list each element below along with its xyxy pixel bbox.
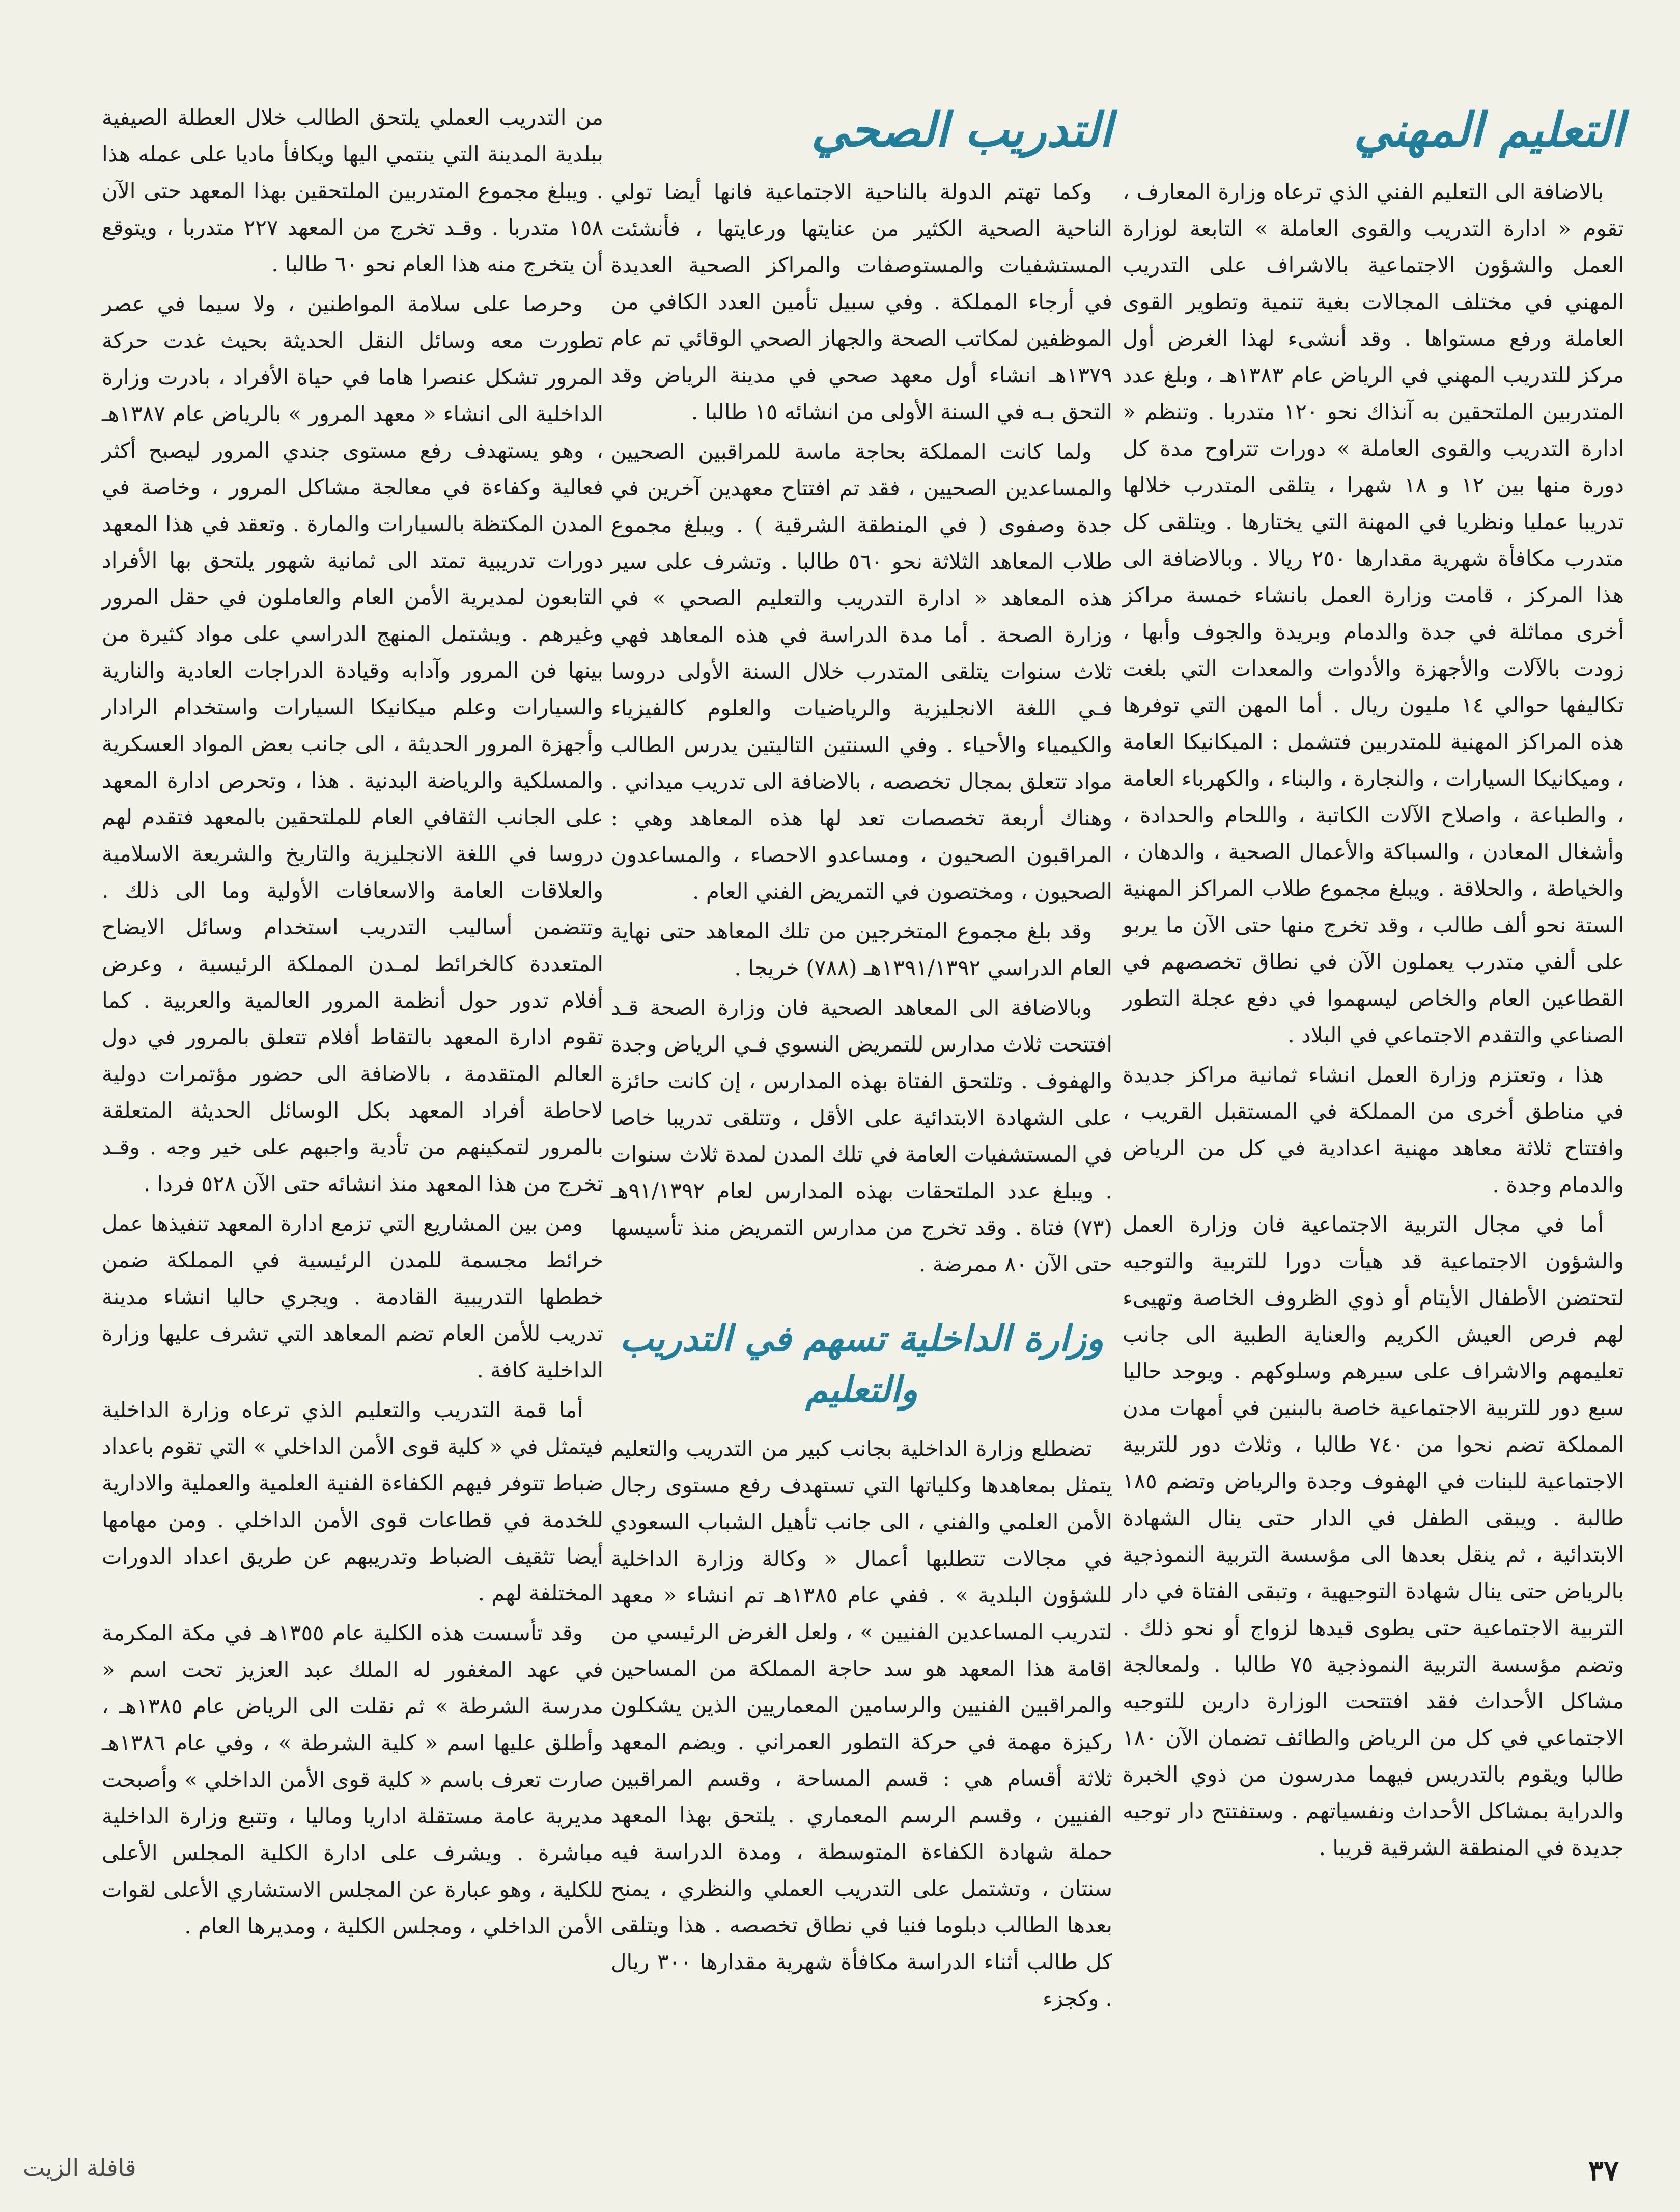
paragraph: أما في مجال التربية الاجتماعية فان وزارة العمل والشؤون الاجتماعية قد هيأت دورا للتربية والتوجيه لتحتضن الأطفال الأيتام أو ذوي الظروف الخاصة وتهيىء لهم فرص العيش الكريم والعناية الطبية الى جانب تعليمهم والاشراف على سيرهم وسلوكهم . ويوجد حاليا سبع دور للتربية الاجتماعية خاصة بالبنين في أمهات مدن المملكة تضم نحوا من ٧٤٠ طالبا ، وثلاث دور للتربية الاجتماعية للبنات في الهفوف وجدة والرياض وتضم ١٨٥ طالبة . ويبقى الطفل في الدار حتى ينال الشهادة الابتدائية ، ثم ينقل بعدها الى مؤسسة التربية النموذجية بالرياض حتى ينال شهادة التوجيهية ، وتبقى الفتاة في دار التربية الاجتماعية حتى يطوى قيدها لزواج أو نحو ذلك . وتضم مؤسسة التربية النموذجية ٧٥ طالبا . ولمعالجة مشاكل الأحداث فقد افتتحت الوزارة دارين للتوجيه الاجتماعي في كل من الرياض والطائف تضمان الآن ١٨٠ طالبا ويقوم بالتدريس فيهما مدرسون من ذوي الخبرة والدراية بمشاكل الأحداث ونفسياتهم . وستفتتح دار توجيه جديدة في المنطقة الشرقية قريبا . — [1123, 1212, 1625, 1860]
column-left — [102, 99, 603, 1948]
paragraph: وبالاضافة الى المعاهد الصحية فان وزارة الصحة قـد افتتحت ثلاث مدارس للتمريض النسوي فـي الرياض وجدة والهفوف . وتلتحق الفتاة بهذه المدارس ، إن كانت حائزة على الشهادة الابتدائية على الأقل ، وتتلقى تدريبا خاصا في المستشفيات العامة في تلك المدن لمدة ثلاث سنوات . ويبلغ عدد الملتحقات بهذه المدارس لعام ٩١/١٣٩٢هـ (٧٣) فتاة . وقد تخرج من مدارس التمريض منذ تأسيسها حتى الآن ٨٠ ممرضة . — [611, 995, 1112, 1277]
column-middle — [611, 99, 1112, 2020]
paragraph: ومن بين المشاريع التي تزمع ادارة المعهد تنفيذها عمل خرائط مجسمة للمدن الرئيسية في المملكة ضمن خططها التدريبية القادمة . ويجري حاليا انشاء مدينة تدريب للأمن العام تضم المعاهد التي تشرف عليها وزارة الداخلية كافة . — [102, 1211, 603, 1382]
section-heading-health-training: التدريب الصحي — [811, 102, 1112, 157]
paragraph: هذا ، وتعتزم وزارة العمل انشاء ثمانية مراكز جديدة في مناطق أخرى من المملكة في المستقبل القريب ، وافتتاح ثلاثة معاهد مهنية اعدادية في كل من الرياض والدمام وجدة . — [1123, 1062, 1624, 1197]
section-heading-vocational: التعليم المهني — [1354, 102, 1624, 157]
paragraph: وقد بلغ مجموع المتخرجين من تلك المعاهد حتى نهاية العام الدراسي ١٣٩١/١٣٩٢هـ (٧٨٨) خريجا . — [611, 919, 1112, 980]
magazine-name: قافلة الزيت — [23, 2154, 136, 2181]
paragraph: وحرصا على سلامة المواطنين ، ولا سيما في عصر تطورت معه وسائل النقل الحديثة بحيث غدت حركة المرور تشكل عنصرا هاما في حياة الأفراد ، بادرت وزارة الداخلية الى انشاء « معهد المرور » بالرياض عام ١٣٨٧هـ ، وهو يستهدف رفع مستوى جندي المرور ليصبح أكثر فعالية وكفاءة في معالجة مشاكل المرور ، وخاصة في المدن المكتظة بالسيارات والمارة . وتعقد في هذا المعهد دورات تدريبية تمتد الى ثمانية شهور يلتحق بها الأفراد التابعون لمديرية الأمن العام والعاملون في حقل المرور وغيرهم . ويشتمل المنهج الدراسي على مواد كثيرة من بينها فن المرور وآدابه وقيادة الدراجات العادية والنارية والسيارات وعلم ميكانيكا السيارات واستخدام الرادار وأجهزة المرور الحديثة ، الى جانب بعض المواد العسكرية والمسلكية والرياضة البدنية . هذا ، وتحرص ادارة المعهد على الجانب الثقافي العام للملتحقين بالمعهد فتقدم لهم دروسا في اللغة الانجليزية والتاريخ والشريعة الاسلامية والعلاقات العامة والاسعافات الأولية وما الى ذلك . وتتضمن أساليب التدريب استخدام وسائل الايضاح المتعددة كالخرائط لمـدن المملكة الرئيسية ، وعرض أفلام تدور حول أنظمة المرور العالمية والعربية . كما تقوم ادارة المعهد بالتقاط أفلام تتعلق بالمرور في دول العالم المتقدمة ، بالاضافة الى حضور مؤتمرات دولية لاحاطة أفراد المعهد بكل الوسائل الحديثة المتعلقة بالمرور لتمكينهم من تأدية واجبهم على خير وجه . وقـد تخرج من هذا المعهد منذ انشائه حتى الآن ٥٢٨ فردا . — [102, 291, 603, 1196]
paragraph: ولما كانت المملكة بحاجة ماسة للمراقبين الصحيين والمساعدين الصحيين ، فقد تم افتتاح معهدين آخرين في جدة وصفوى ( في المنطقة الشرقية ) . ويبلغ مجموع طلاب المعاهد الثلاثة نحو ٥٦٠ طالبا . وتشرف على سير هذه المعاهد « ادارة التدريب والتعليم الصحي » في وزارة الصحة . أما مدة الدراسة في هذه المعاهد فهي ثلاث سنوات يتلقى المتدرب خلال السنة الأولى دروسا فـي اللغة الانجليزية والرياضيات والعلوم كالفيزياء والكيمياء والأحياء . وفي السنتين التاليتين يدرس الطالب مواد تتعلق بمجال تخصصه ، بالاضافة الى تدريب ميداني . وهناك أربعة تخصصات تعد لها هذه المعاهد وهي : المراقبون الصحيون ، ومساعدو الاحصاء ، والمساعدون الصحيون ، ومختصون في التمريض الفني العام . — [611, 439, 1112, 904]
paragraph: من التدريب العملي يلتحق الطالب خلال العطلة الصيفية ببلدية المدينة التي ينتمي اليها ويكافأ ماديا على عمله هذا . ويبلغ مجموع المتدربين الملتحقين بهذا المعهد حتى الآن ١٥٨ متدربا . وقـد تخرج من المعهد ٢٢٧ متدربا ، ويتوقع أن يتخرج منه هذا العام نحو ٦٠ طالبا . — [102, 105, 603, 276]
column-right — [1123, 99, 1624, 1869]
page-number: ٣٧ — [1588, 2154, 1619, 2188]
section-heading-interior-ministry: وزارة الداخلية تسهم في التدريب والتعليم — [620, 1317, 1104, 1411]
paragraph: بالاضافة الى التعليم الفني الذي ترعاه وزارة المعارف ، تقوم « ادارة التدريب والقوى العاملة » التابعة لوزارة العمل والشؤون الاجتماعية بالاشراف على التدريب المهني في مختلف المجالات بغية تنمية وتطوير القوى العاملة ورفع مستواها . وقد أنشىء لهذا الغرض أول مركز للتدريب المهني في الرياض عام ١٣٨٣هـ ، وبلغ عدد المتدربين الملتحقين به آنذاك نحو ١٢٠ متدربا . وتنظم « ادارة التدريب والقوى العاملة » دورات تتراوح مدة كل دورة منها بين ١٢ و ١٨ شهرا ، يتلقى المتدرب خلالها تدريبا عمليا ونظريا في المهنة التي يختارها . ويتلقى كل متدرب مكافأة شهرية مقدارها ٢٥٠ ريالا . وبالاضافة الى هذا المركز ، قامت وزارة العمل بانشاء خمسة مراكز أخرى مماثلة في جدة والدمام وبريدة والجوف وأبها ، زودت بالآلات والأجهزة والأدوات والمعدات التي بلغت تكاليفها حوالي ١٤ مليون ريال . أما المهن التي توفرها هذه المراكز المهنية للمتدربين فتشمل : الميكانيكا العامة ، وميكانيكا السيارات ، والنجارة ، والبناء ، والكهرباء العامة ، والطباعة ، واصلاح الآلات الكاتبة ، واللحام والحدادة ، وأشغال المعادن ، والسباكة والأعمال الصحية ، والدهان ، والخياطة ، والحلاقة . ويبلغ مجموع طلاب المراكز المهنية الستة نحو ألف طالب ، وقد تخرج منها حتى الآن ما يربو على ألفي متدرب يعملون الآن في نطاق تخصصهم في القطاعين العام والخاص ليسهموا في دفع عجلة التطور الصناعي والتقدم الاجتماعي في البلاد . — [1123, 179, 1624, 1047]
paragraph: وقد تأسست هذه الكلية عام ١٣٥٥هـ في مكة المكرمة في عهد المغفور له الملك عبد العزيز تحت اسم « مدرسة الشرطة » ثم نقلت الى الرياض عام ١٣٨٥هـ ، وأطلق عليها اسم « كلية الشرطة » ، وفي عام ١٣٨٦هـ صارت تعرف باسم « كلية قوى الأمن الداخلي » وأصبحت مديرية عامة مستقلة اداريا وماليا ، وتتبع وزارة الداخلية مباشرة . ويشرف على ادارة الكلية المجلس الأعلى للكلية ، وهو عبارة عن المجلس الاستشاري الأعلى لقوات الأمن الداخلي ، ومجلس الكلية ، ومديرها العام . — [102, 1620, 603, 1939]
paragraph: أما قمة التدريب والتعليم الذي ترعاه وزارة الداخلية فيتمثل في « كلية قوى الأمن الداخلي » التي تقوم باعداد ضباط تتوفر فيهم الكفاءة الفنية العلمية والعملية والادارية للخدمة في قطاعات قوى الأمن الداخلي . ومن مهامها أيضا تثقيف الضباط وتدريبهم عن طريق اعداد الدورات المختلفة لهم . — [102, 1397, 603, 1606]
paragraph: وكما تهتم الدولة بالناحية الاجتماعية فانها أيضا تولي الناحية الصحية الكثير من عنايتها ورعايتها ، فأنشئت المستشفيات والمستوصفات والمراكز الصحية العديدة في أرجاء المملكة . وفي سبيل تأمين العدد الكافي من الموظفين لمكاتب الصحة والجهاز الصحي الوقائي تم عام ١٣٧٩هـ انشاء أول معهد صحي في مدينة الرياض وقد التحق بـه في السنة الأولى من انشائه ١٥ طالبا . — [611, 179, 1112, 424]
paragraph: تضطلع وزارة الداخلية بجانب كبير من التدريب والتعليم يتمثل بمعاهدها وكلياتها التي تستهدف رفع مستوى رجال الأمن العلمي والفني ، الى جانب تأهيل الشباب السعودي في مجالات تتطلبها أعمال « وكالة وزارة الداخلية للشؤون البلدية » . ففي عام ١٣٨٥هـ تم انشاء « معهد لتدريب المساعدين الفنيين » ، ولعل الغرض الرئيسي من اقامة هذا المعهد هو سد حاجة المملكة من المساحين والمراقبين الفنيين والرسامين المعماريين الذين يشكلون ركيزة مهمة في حركة التطور العمراني . ويضم المعهد ثلاثة أقسام هي : قسم المساحة ، وقسم المراقبين الفنيين ، وقسم الرسم المعماري . يلتحق بهذا المعهد حملة شهادة الكفاءة المتوسطة ، ومدة الدراسة فيه سنتان ، وتشتمل على التدريب العملي والنظري ، يمنح بعدها الطالب دبلوما فنيا في نطاق تخصصه . هذا ويتلقى كل طالب أثناء الدراسة مكافأة شهرية مقدارها ٣٠٠ ريال . وكجزء — [611, 1436, 1112, 2011]
